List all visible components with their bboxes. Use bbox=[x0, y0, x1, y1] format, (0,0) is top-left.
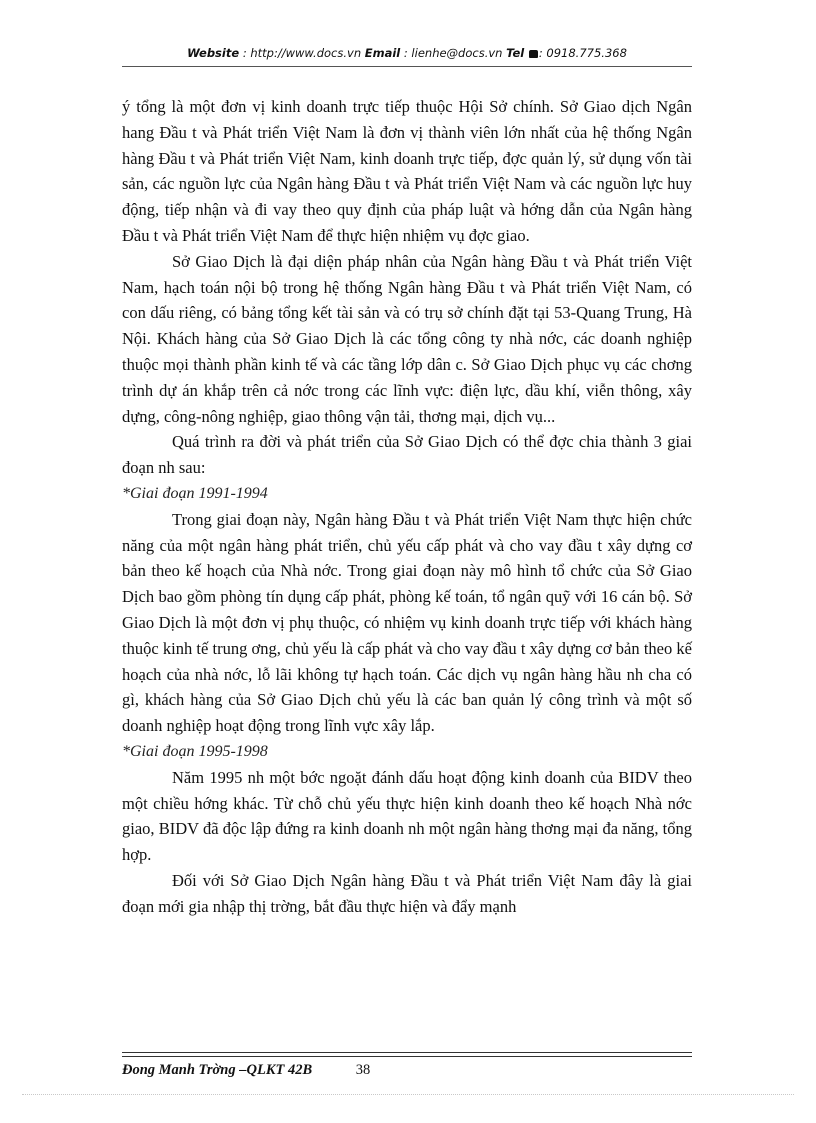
footer-divider-bottom bbox=[122, 1056, 692, 1057]
paragraph-continuation: ý tổng là một đơn vị kinh doanh trực tiếp thuộc Hội Sở chính. Sở Giao dịch Ngân hang Đầu t và Phát triển Việt Nam là đơn vị thành viên lớn nhất của hệ thống Ngân hàng Đầu t và Phát triển Việt Nam, kinh doanh trực tiếp, đợc quản lý, sử dụng vốn tài sản, các nguồn lực của Ngân hàng Đầu t và Phát triển Việt Nam và các nguồn lực huy động, tiếp nhận và đi vay theo quy định của pháp luật và hớng dẫn của Ngân hàng Đầu t và Phát triển Việt Nam để thực hiện nhiệm vụ đợc giao. bbox=[122, 97, 692, 245]
page-number: 38 bbox=[355, 1062, 371, 1078]
document-body bbox=[122, 94, 692, 920]
footer-divider-top bbox=[122, 1052, 692, 1053]
footer-author: Đong Manh Trờng –QLKT 42B bbox=[122, 1062, 313, 1078]
phase-heading-1991-1994: *Giai đoạn 1991-1994 bbox=[122, 484, 268, 502]
email-label: Email bbox=[364, 46, 401, 60]
website-url: : http://www.docs.vn bbox=[242, 46, 362, 60]
paragraph-phase-1995-1998: Năm 1995 nh một bớc ngoặt đánh dấu hoạt động kinh doanh của BIDV theo một chiều hớng khác. Từ chỗ chủ yếu thực hiện kinh doanh theo kế hoạch Nhà nớc giao, BIDV đã độc lập đứng ra kinh doanh nh một ngân hàng thơng mại đa năng, tổng hợp. bbox=[122, 767, 692, 865]
email-address: : lienhe@docs.vn bbox=[403, 46, 503, 60]
tel-label: Tel bbox=[506, 46, 525, 60]
website-label: Website bbox=[187, 46, 240, 60]
phone-icon bbox=[529, 50, 538, 58]
page-header bbox=[122, 46, 692, 60]
paragraph-new-market: Đối với Sở Giao Dịch Ngân hàng Đầu t và Phát triển Việt Nam đây là giai đoạn mới gia nhập thị trờng, bắt đầu thực hiện và đẩy mạnh bbox=[122, 870, 692, 916]
page-footer bbox=[122, 1062, 370, 1079]
header-divider bbox=[122, 66, 692, 67]
paragraph-phases-intro: Quá trình ra đời và phát triển của Sở Giao Dịch có thể đợc chia thành 3 giai đoạn nh sau: bbox=[122, 432, 692, 478]
phase-heading-1995-1998: *Giai đoạn 1995-1998 bbox=[122, 742, 268, 760]
paragraph-legal-entity: Sở Giao Dịch là đại diện pháp nhân của Ngân hàng Đầu t và Phát triển Việt Nam, hạch toán nội bộ trong hệ thống Ngân hàng Đầu t và Phát triển Việt Nam, có con dấu riêng, có bảng tổng kết tài sản và có trụ sở chính đặt tại 53-Quang Trung, Hà Nội. Khách hàng của Sở Giao Dịch là các tổng công ty nhà nớc, các doanh nghiệp thuộc mọi thành phần kinh tế và các tầng lớp dân c. Sở Giao Dịch phục vụ các chơng trình dự án khắp trên cả nớc trong các lĩnh vực: điện lực, dầu khí, viễn thông, xây dựng, công-nông nghiệp, giao thông vận tải, thơng mại, dịch vụ... bbox=[122, 251, 692, 426]
page-bottom-dotted-line bbox=[22, 1094, 794, 1095]
tel-number: : 0918.775.368 bbox=[538, 46, 627, 60]
paragraph-phase-1991-1994: Trong giai đoạn này, Ngân hàng Đầu t và Phát triển Việt Nam thực hiện chức năng của một ngân hàng phát triển, chủ yếu cấp phát và cho vay đầu t xây dựng cơ bản theo kế hoạch của Nhà nớc. Trong giai đoạn này mô hình tổ chức của Sở Giao Dịch bao gồm phòng tín dụng cấp phát, phòng kế toán, tổ ngân quỹ với 16 cán bộ. Sở Giao Dịch là một đơn vị phụ thuộc, có nhiệm vụ kinh doanh trực tiếp với khách hàng thuộc kinh tế trung ơng, chủ yếu là cấp phát và cho vay đầu t xây dựng cơ bản theo kế hoạch của nhà nớc, lỗ lãi không tự hạch toán. Các dịch vụ ngân hàng hầu nh cha có gì, khách hàng của Sở Giao Dịch chủ yếu là các ban quản lý công trình và một số doanh nghiệp hoạt động trong lĩnh vực xây lắp. bbox=[122, 509, 692, 736]
